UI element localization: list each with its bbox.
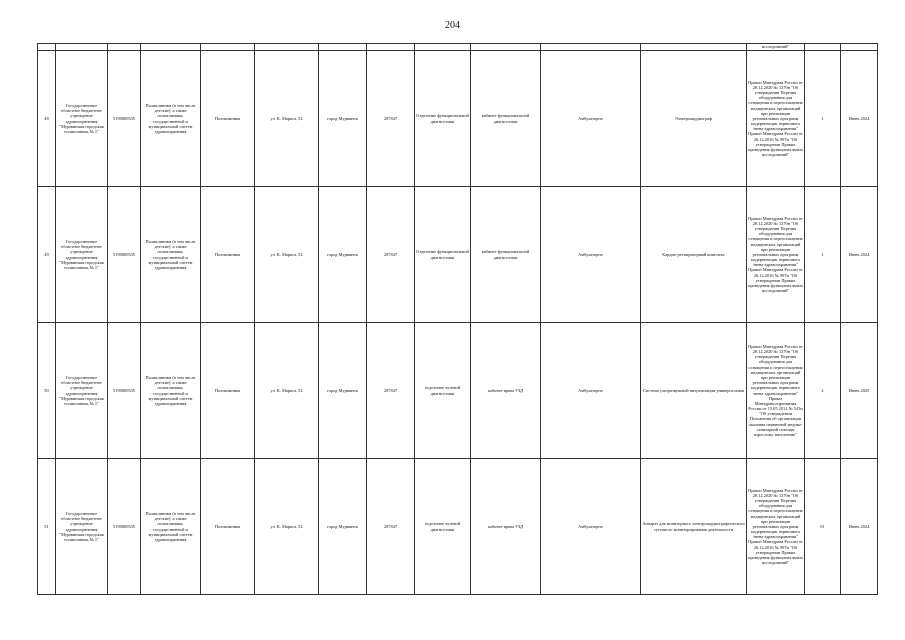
care-type: Амбулаторно [541,187,641,323]
organization-type: Поликлиники (в том числе детские), а также поликлиники, государственной и муниципальной систем здравоохранения [141,51,201,187]
regulation: Приказ Минздрава России от 28.12.2020 № 1379н "Об утверждении Перечня оборудования для оснащения и переоснащения медицинских организаций при реализации региональных программ модернизации первичного звена здравоохранения" Приказ Минздрава России от 26.12.2016 № 997н "Об утверждении Правил проведения функциональных исследований" [747,51,805,187]
organization-inn: 5190069335 [108,323,141,459]
address: ул. К. Маркса, 52 [255,187,319,323]
room: кабинет врача УЗД [471,459,541,595]
care-type: Амбулаторно [541,51,641,187]
quantity: 1 [805,51,841,187]
organization-name: Государственное областное бюджетное учреждение здравоохранения "Мурманская городская поликлиника № 1" [56,187,108,323]
row-number: 51 [38,459,56,595]
care-type: Амбулаторно [541,459,641,595]
organization-name: Государственное областное бюджетное учреждение здравоохранения "Мурманская городская поликлиника № 1" [56,323,108,459]
unit-name: Поликлиника [201,323,255,459]
row-number: 49 [38,187,56,323]
organization-inn: 5190069335 [108,187,141,323]
page-number: 204 [445,20,460,31]
table-top-fragment-row [38,44,878,51]
city: город Мурманск [319,187,367,323]
equipment: Электрокардиограф [641,51,747,187]
address: ул. К. Маркса, 52 [255,459,319,595]
organization-type: Поликлиники (в том числе детские), а также поликлиники, государственной и муниципальной систем здравоохранения [141,323,201,459]
delivery-date: Июнь 2025 [841,323,878,459]
city: город Мурманск [319,323,367,459]
room: кабинет функциональной диагностики [471,51,541,187]
organization-inn: 5190069335 [108,459,141,595]
code: 287847 [367,459,415,595]
row-number: 48 [38,51,56,187]
norm-fragment: исследований" [747,44,805,51]
delivery-date: Июнь 2024 [841,187,878,323]
delivery-date: Июнь 2024 [841,459,878,595]
table-row [38,187,878,323]
room: кабинет врача УЗД [471,323,541,459]
department: отделение лучевой диагностики [415,459,471,595]
delivery-date: Июнь 2024 [841,51,878,187]
address: ул. К. Маркса, 52 [255,51,319,187]
regulation: Приказ Минздрава России от 28.12.2020 № 1379н "Об утверждении Перечня оборудования для оснащения и переоснащения медицинских организаций при реализации региональных программ модернизации первичного звена здравоохранения" Приказ Минздрава России от 26.12.2016 № 997н "Об утверждении Правил проведения функциональных исследований" [747,187,805,323]
care-type: Амбулаторно [541,323,641,459]
department: отделение лучевой диагностики [415,323,471,459]
equipment: Система ультразвуковой визуализации универсальная [641,323,747,459]
equipment: Аппарат для мониторного электрокардиографического суточного мониторирования деятельности [641,459,747,595]
unit-name: Поликлиника [201,459,255,595]
address: ул. К. Маркса, 52 [255,323,319,459]
equipment-table-sheet [37,43,877,605]
organization-inn: 5190069335 [108,51,141,187]
department: Отделение функциональной диагностики [415,51,471,187]
table-row [38,51,878,187]
regulation: Приказ Минздрава России от 28.12.2020 № 1379н "Об утверждении Перечня оборудования для оснащения и переоснащения медицинских организаций при реализации региональных программ модернизации первичного звена здравоохранения" Приказ Минздравсоцразвития России от 15.05.2012 № 543н "Об утверждении Положения об организации оказания первичной медико-санитарной помощи взрослому населению" [747,323,805,459]
regulation: Приказ Минздрава России от 28.12.2020 № 1379н "Об утверждении Перечня оборудования для оснащения и переоснащения медицинских организаций при реализации региональных программ модернизации первичного звена здравоохранения" Приказ Минздрава России от 26.12.2016 № 997н "Об утверждении Правил проведения функциональных исследований" [747,459,805,595]
organization-name: Государственное областное бюджетное учреждение здравоохранения "Мурманская городская поликлиника № 1" [56,459,108,595]
code: 287847 [367,187,415,323]
organization-type: Поликлиники (в том числе детские), а также поликлиники, государственной и муниципальной систем здравоохранения [141,459,201,595]
table-row [38,459,878,595]
quantity: 2 [805,323,841,459]
quantity: 1 [805,187,841,323]
room: кабинет функциональной диагностики [471,187,541,323]
organization-type: Поликлиники (в том числе детские), а также поликлиники, государственной и муниципальной систем здравоохранения [141,187,201,323]
unit-name: Поликлиника [201,51,255,187]
equipment: Кардио-респираторный комплекс [641,187,747,323]
quantity: 01 [805,459,841,595]
unit-name: Поликлиника [201,187,255,323]
row-number: 50 [38,323,56,459]
code: 287847 [367,323,415,459]
city: город Мурманск [319,51,367,187]
equipment-table [37,43,878,595]
department: Отделение функциональной диагностики [415,187,471,323]
city: город Мурманск [319,459,367,595]
code: 287847 [367,51,415,187]
table-row [38,323,878,459]
organization-name: Государственное областное бюджетное учреждение здравоохранения "Мурманская городская поликлиника № 1" [56,51,108,187]
